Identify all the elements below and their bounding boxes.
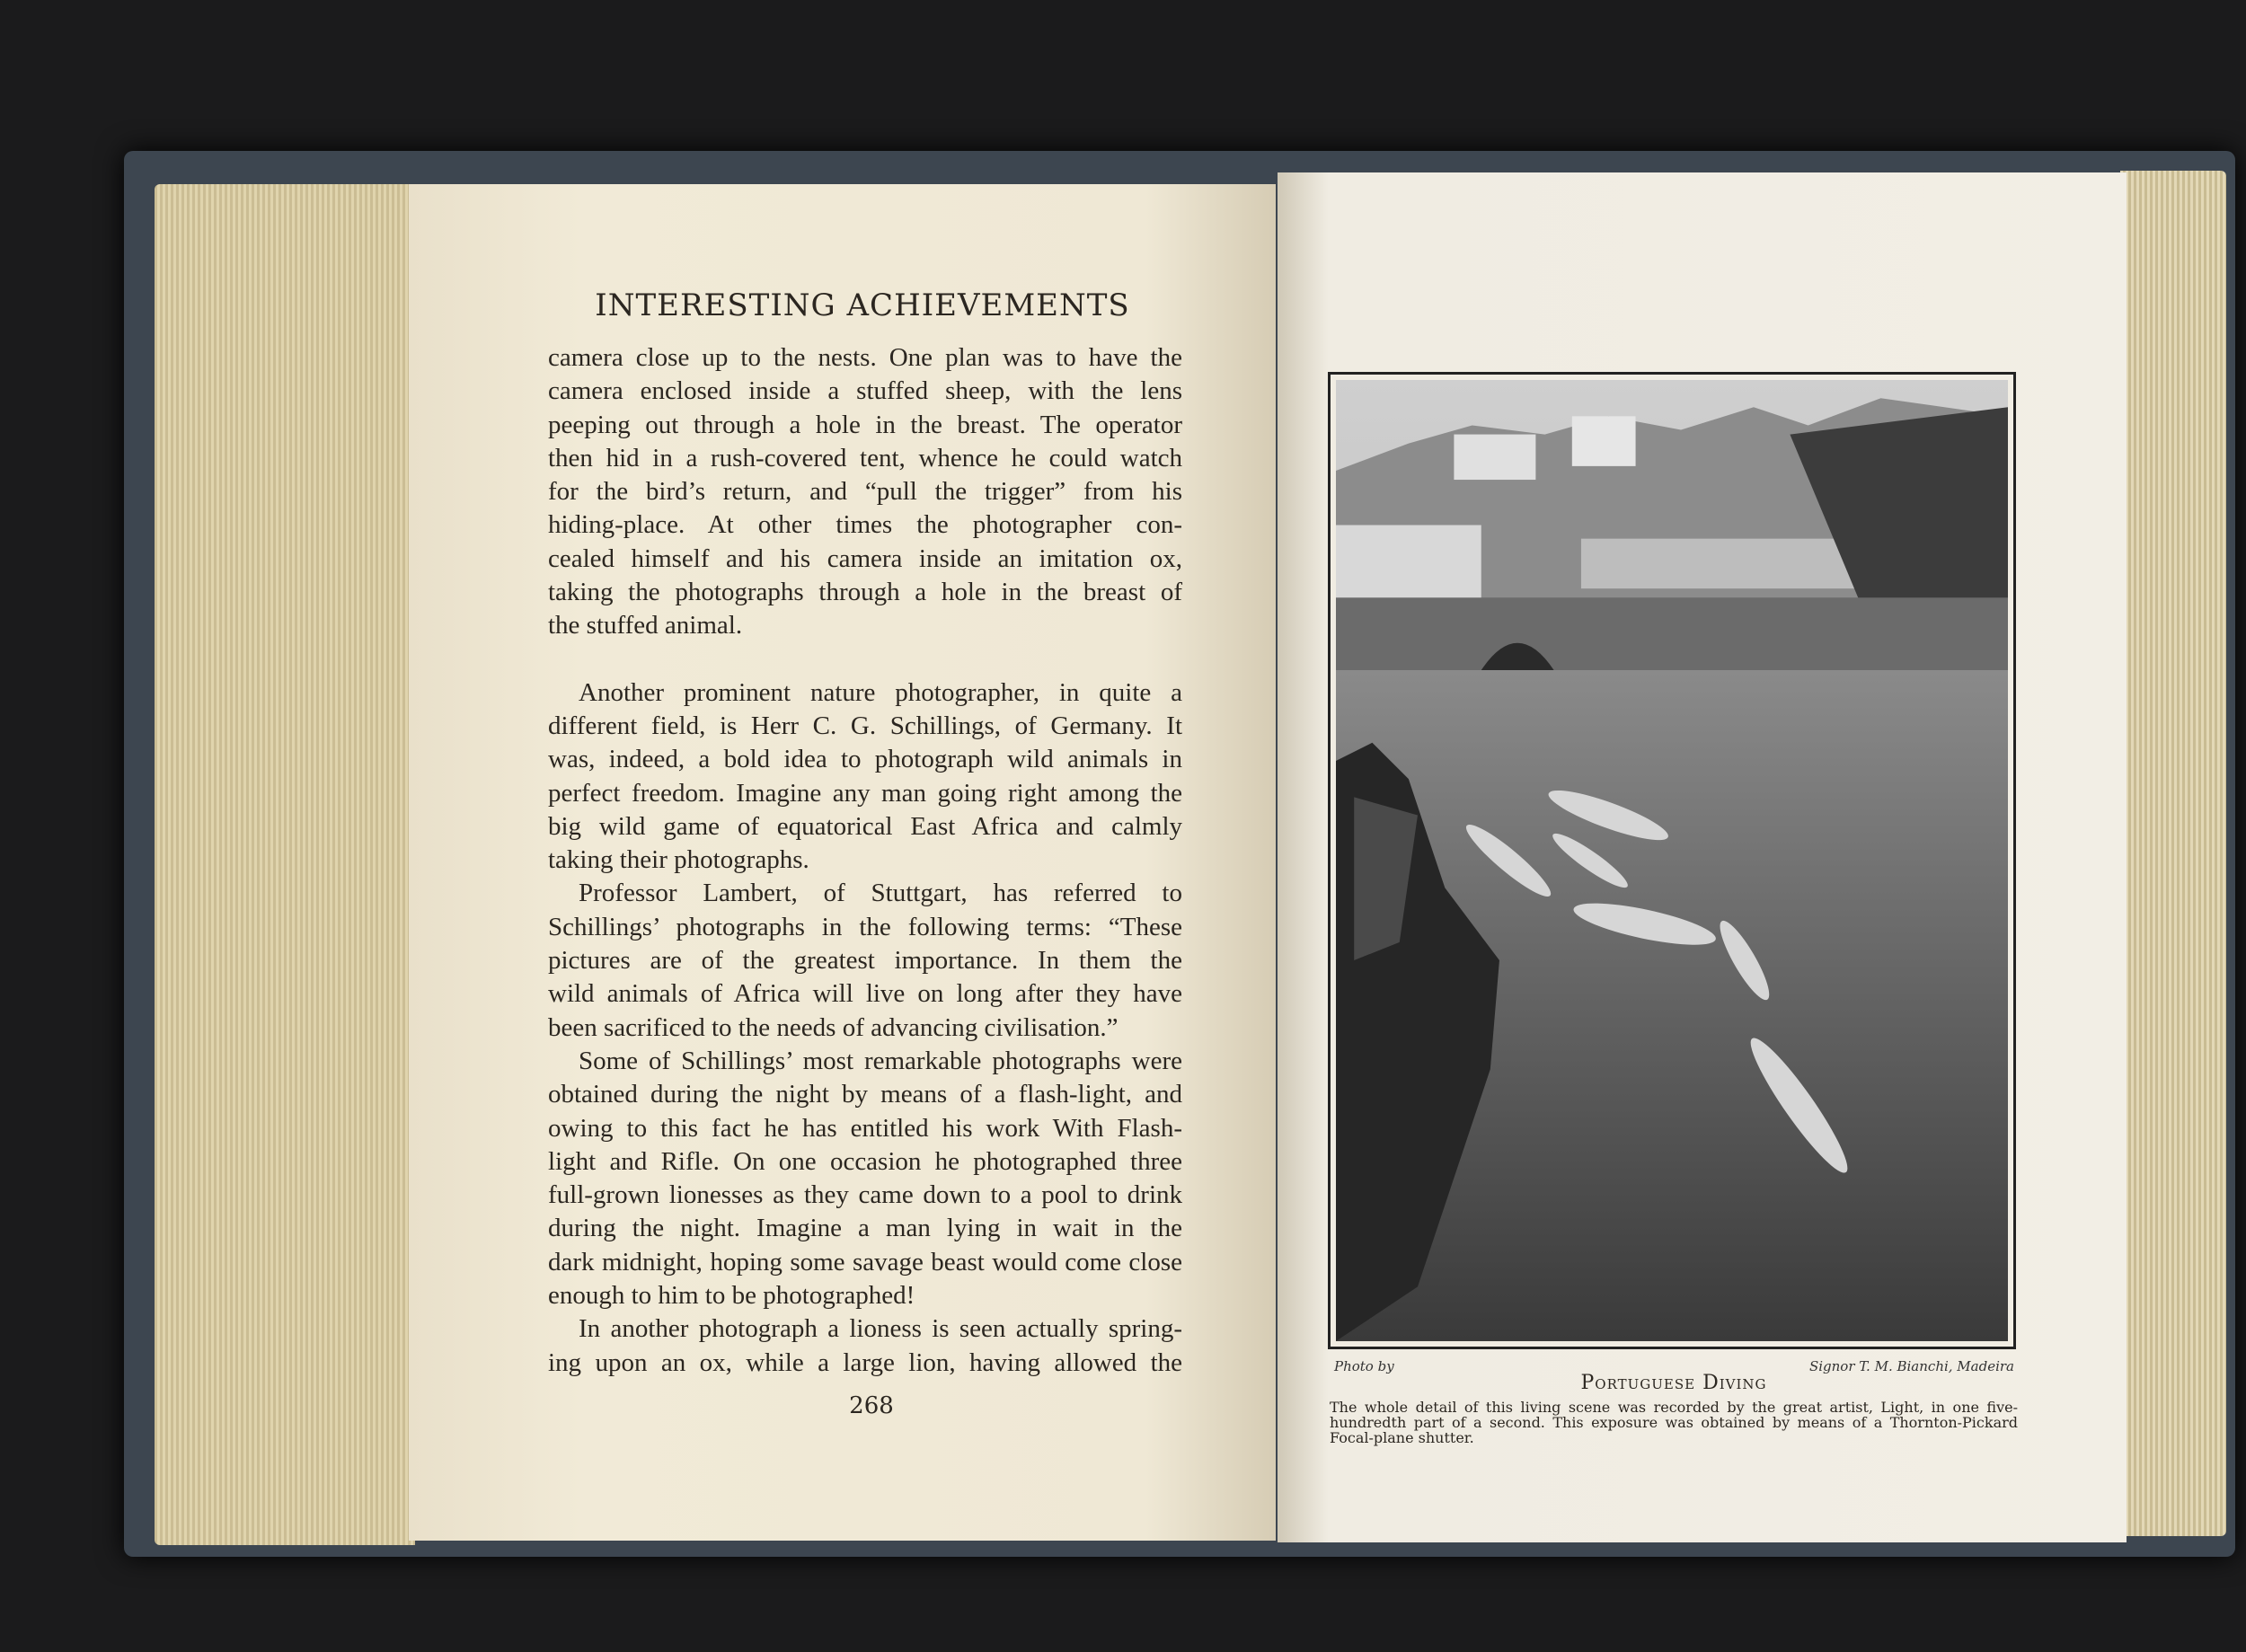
photo-credit-name: Signor T. M. Bianchi, Madeira: [1808, 1358, 2014, 1374]
text-line: Professor Lambert, of Stuttgart, has referred to: [579, 879, 1182, 908]
text-line: been sacrificed to the needs of advancing civilisation.”: [548, 1012, 1119, 1042]
text-line: camera close up to the nests. One plan was to have the: [548, 343, 1182, 372]
text-line: enough to him to be photographed!: [548, 1281, 915, 1311]
text-line: perfect freedom. Imagine any man going right among the: [548, 778, 1182, 808]
page-number: 268: [849, 1392, 894, 1419]
text-line: during the night. Imagine a man lying in wait in the: [548, 1214, 1182, 1243]
text-line: In another photograph a lioness is seen actually spring-: [579, 1314, 1182, 1344]
photo-credit-label: Photo by: [1334, 1358, 1394, 1374]
text-line: Schillings’ photographs in the following terms: “These: [548, 912, 1182, 941]
text-line: hiding-place. At other times the photographer con-: [548, 510, 1182, 540]
paragraph-gap: [548, 643, 1182, 676]
caption-title: Portuguese Diving: [1580, 1372, 1767, 1394]
caption-text: The whole detail of this living scene was recorded by the great artist, Light, in one five-hundredth part of a second. This exposure was obtained by means of a Thornton-Pickard Focal-plane shutter.: [1330, 1399, 2018, 1446]
text-line: taking the photographs through a hole in the breast of: [548, 578, 1182, 607]
text-line: wild animals of Africa will live on long after they have: [548, 979, 1182, 1009]
text-line: Some of Schillings’ most remarkable photographs were: [579, 1046, 1182, 1075]
text-line: for the bird’s return, and “pull the trigger” from his: [548, 477, 1182, 507]
diving-photo: [1336, 380, 2008, 1341]
body-text: [548, 341, 1182, 1380]
text-line: ing upon an ox, while a large lion, having allowed the: [548, 1347, 1182, 1377]
text-line: light and Rifle. On one occasion he photographed three: [548, 1146, 1182, 1176]
text-line: big wild game of equatorical East Africa and calmly: [548, 811, 1182, 841]
text-line: dark midnight, hoping some savage beast would come close: [548, 1247, 1182, 1277]
photo-frame: [1328, 372, 2016, 1349]
text-line: different field, is Herr C. G. Schillings, of Germany. It: [548, 711, 1182, 740]
text-line: cealed himself and his camera inside an imitation ox,: [548, 543, 1182, 573]
text-line: owing to this fact he has entitled his work With Flash-: [548, 1113, 1182, 1143]
page-edges-right: [2120, 171, 2226, 1536]
running-title: INTERESTING ACHIEVEMENTS: [595, 287, 1130, 323]
text-line: was, indeed, a bold idea to photograph wild animals in: [548, 745, 1182, 774]
text-line: peeping out through a hole in the breast. The operator: [548, 410, 1182, 439]
text-line: the stuffed animal.: [548, 611, 743, 640]
text-line: then hid in a rush-covered tent, whence he could watch: [548, 443, 1182, 473]
text-line: Another prominent nature photographer, in quite a: [579, 677, 1182, 707]
text-line: full-grown lionesses as they came down to a pool to drink: [548, 1180, 1182, 1210]
page-edges-left: [155, 184, 415, 1545]
text-line: taking their photographs.: [548, 845, 809, 875]
text-line: pictures are of the greatest importance. In them the: [548, 946, 1182, 976]
text-line: obtained during the night by means of a flash-light, and: [548, 1080, 1182, 1109]
text-line: camera enclosed inside a stuffed sheep, with the lens: [548, 376, 1182, 406]
